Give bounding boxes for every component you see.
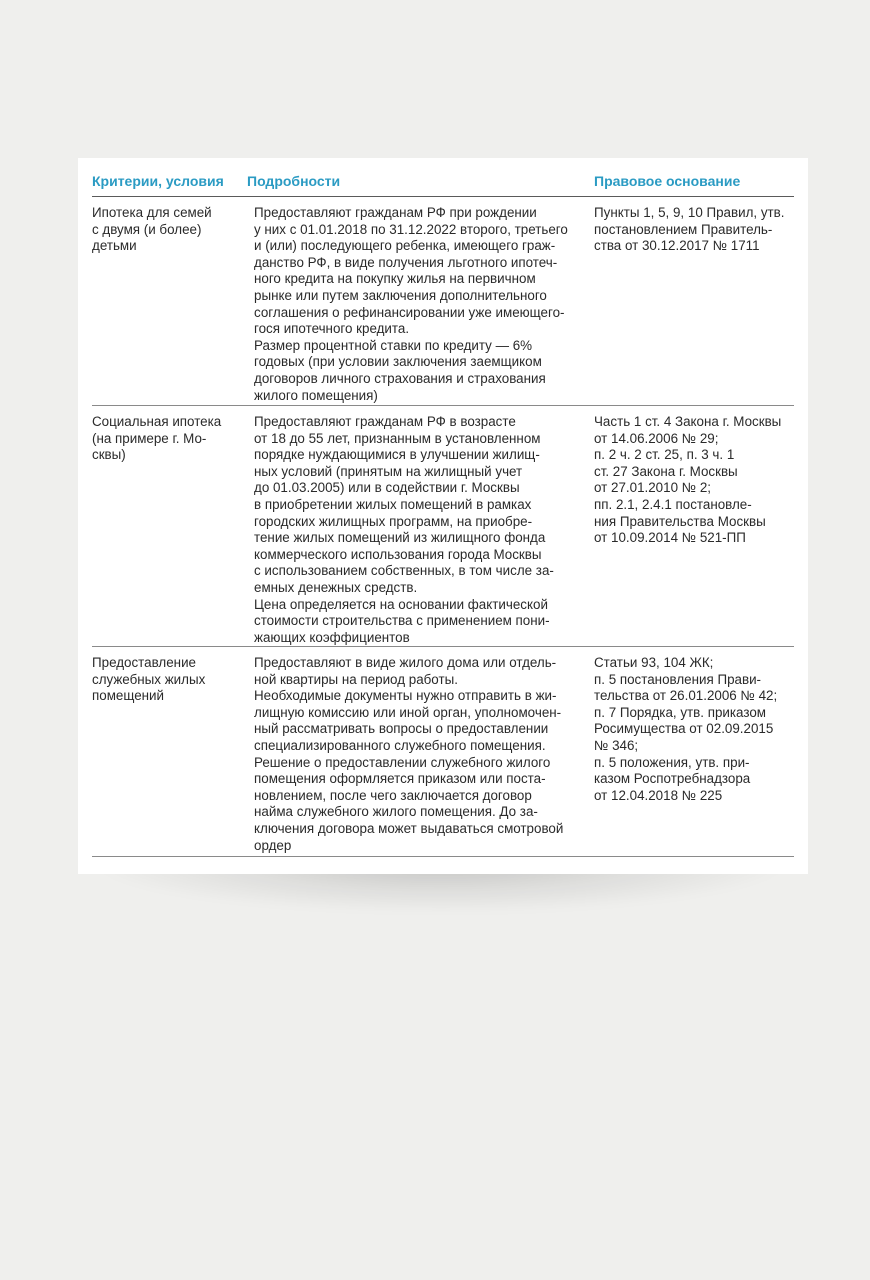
- text-line: от 27.01.2010 № 2;: [594, 480, 711, 496]
- text-line: (на примере г. Мо-: [92, 430, 207, 446]
- text-line: в приобретении жилых помещений в рамках: [254, 496, 532, 512]
- table-row: [92, 647, 794, 857]
- text-line: данство РФ, в виде получения льготного ипотеч-: [254, 254, 558, 270]
- text-line: порядке нуждающимися в улучшении жилищ-: [254, 447, 540, 463]
- text-line: Решение о предоставлении служебного жилого: [254, 754, 551, 770]
- text-line: Размер процентной ставки по кредиту — 6%: [254, 337, 533, 353]
- text-line: Предоставление: [92, 655, 196, 670]
- text-line: ордер: [254, 837, 292, 853]
- text-line: помещения оформляется приказом или поста-: [254, 771, 546, 787]
- text-line: ной квартиры на период работы.: [254, 671, 458, 687]
- text-line: № 346;: [594, 737, 639, 753]
- text-line: коммерческого использования города Москвы: [254, 546, 542, 562]
- text-line: ства от 30.12.2017 № 1711: [594, 238, 760, 254]
- text-line: Цена определяется на основании фактической: [254, 596, 548, 612]
- text-line: детьми: [92, 238, 137, 254]
- text-line: городских жилищных программ, на приобре-: [254, 513, 533, 529]
- text-line: тение жилых помещений из жилищного фонда: [254, 530, 546, 546]
- text-line: Часть 1 ст. 4 Закона г. Москвы: [594, 414, 782, 429]
- text-line: от 12.04.2018 № 225: [594, 787, 723, 803]
- text-line: Предоставляют гражданам РФ при рождении: [254, 205, 537, 220]
- text-line: ключения договора может выдаваться смотровой: [254, 820, 564, 836]
- text-line: от 10.09.2014 № 521-ПП: [594, 530, 746, 546]
- text-line: Предоставляют в виде жилого дома или отдель-: [254, 655, 557, 670]
- text-line: найма служебного жилого помещения. До за-: [254, 804, 538, 820]
- table-row: [92, 197, 794, 406]
- text-line: помещений: [92, 688, 165, 704]
- text-line: с использованием собственных, в том числе за-: [254, 563, 554, 579]
- cell-legal-basis: [594, 414, 794, 547]
- text-line: емных денежных средств.: [254, 579, 418, 595]
- text-line: жающих коэффициентов: [254, 629, 410, 645]
- text-line: казом Роспотребнадзора: [594, 771, 751, 787]
- text-line: Социальная ипотека: [92, 414, 222, 429]
- text-line: и (или) последующего ребенка, имеющего граж-: [254, 238, 556, 254]
- text-line: Статьи 93, 104 ЖК;: [594, 655, 714, 670]
- text-line: годовых (при условии заключения заемщиком: [254, 354, 542, 370]
- text-line: от 18 до 55 лет, признанным в установленном: [254, 430, 541, 446]
- header-criteria: Критерии, условия: [92, 173, 224, 189]
- text-line: п. 5 положения, утв. при-: [594, 754, 750, 770]
- table-row: [92, 406, 794, 647]
- cell-criteria: [92, 205, 242, 255]
- document-page: [78, 158, 808, 874]
- text-line: от 14.06.2006 № 29;: [594, 430, 719, 446]
- legal-table: [92, 158, 794, 857]
- cell-details: [254, 414, 594, 646]
- text-line: ных условий (принятым на жилищный учет: [254, 463, 523, 479]
- text-line: п. 5 постановления Прави-: [594, 671, 762, 687]
- text-line: Росимущества от 02.09.2015: [594, 721, 774, 737]
- cell-details: [254, 205, 594, 404]
- text-line: ния Правительства Москвы: [594, 513, 766, 529]
- cell-criteria: [92, 414, 242, 464]
- cell-legal-basis: [594, 205, 794, 255]
- text-line: п. 2 ч. 2 ст. 25, п. 3 ч. 1: [594, 447, 735, 463]
- text-line: ный рассматривать вопросы о предоставлении: [254, 721, 549, 737]
- cell-details: [254, 655, 594, 854]
- table-header: [92, 158, 794, 197]
- header-details: Подробности: [247, 173, 341, 189]
- text-line: договоров личного страхования и страхования: [254, 370, 546, 386]
- text-line: Ипотека для семей: [92, 205, 212, 220]
- text-line: Предоставляют гражданам РФ в возрасте: [254, 414, 516, 429]
- header-legal-basis: Правовое основание: [594, 173, 741, 189]
- text-line: специализированного служебного помещения.: [254, 737, 546, 753]
- text-line: до 01.03.2005) или в содействии г. Москвы: [254, 480, 520, 496]
- text-line: ст. 27 Закона г. Москвы: [594, 463, 738, 479]
- text-line: у них с 01.01.2018 по 31.12.2022 второго, третьего: [254, 221, 568, 237]
- text-line: соглашения о рефинансировании уже имеющего-: [254, 304, 565, 320]
- text-line: стоимости строительства с применением пони-: [254, 613, 550, 629]
- text-line: пп. 2.1, 2.4.1 постановле-: [594, 496, 752, 512]
- text-line: постановлением Правитель-: [594, 221, 773, 237]
- text-line: с двумя (и более): [92, 221, 202, 237]
- text-line: ного кредита на покупку жилья на первичном: [254, 271, 536, 287]
- cell-criteria: [92, 655, 242, 705]
- text-line: служебных жилых: [92, 671, 206, 687]
- text-line: новлением, после чего заключается договор: [254, 787, 532, 803]
- text-line: тельства от 26.01.2006 № 42;: [594, 688, 778, 704]
- text-line: гося ипотечного кредита.: [254, 321, 410, 337]
- text-line: рынке или путем заключения дополнительного: [254, 287, 547, 303]
- text-line: лищную комиссию или иной орган, уполномочен-: [254, 704, 562, 720]
- text-line: Пункты 1, 5, 9, 10 Правил, утв.: [594, 205, 785, 220]
- text-line: Необходимые документы нужно отправить в жи-: [254, 688, 557, 704]
- text-line: п. 7 Порядка, утв. приказом: [594, 704, 766, 720]
- text-line: жилого помещения): [254, 387, 378, 403]
- cell-legal-basis: [594, 655, 794, 804]
- text-line: сквы): [92, 447, 126, 463]
